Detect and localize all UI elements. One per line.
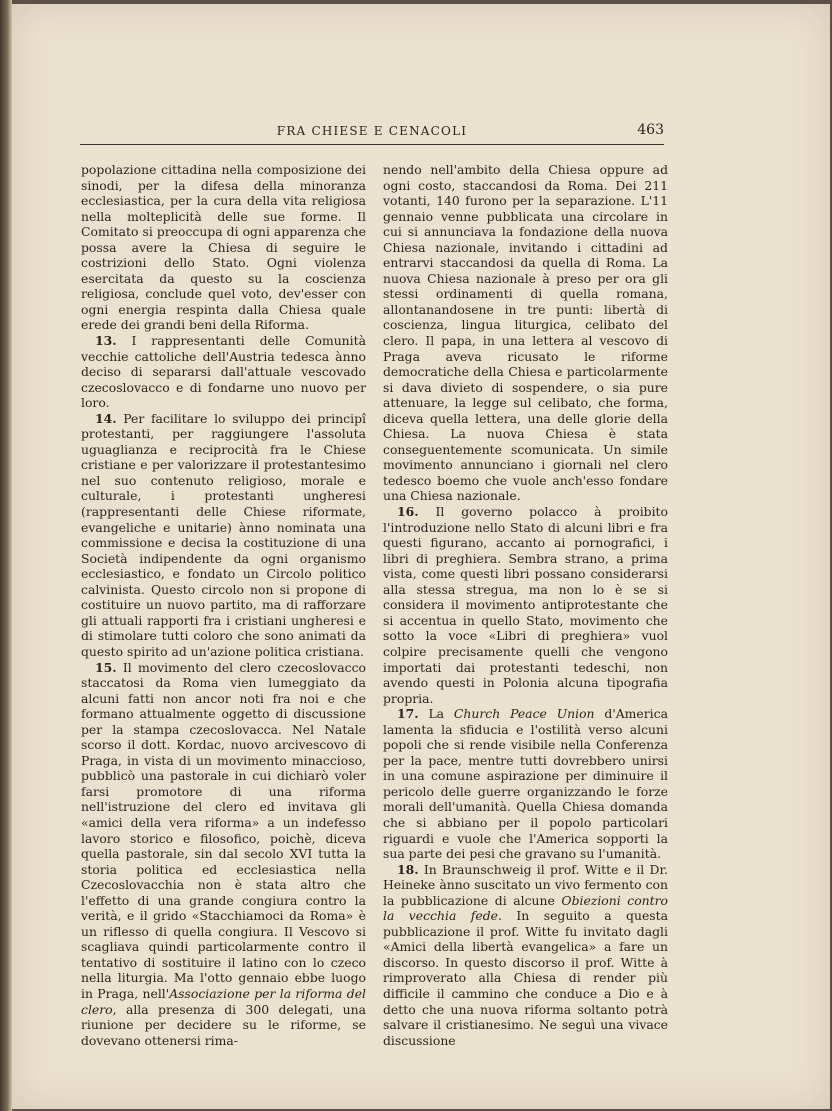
italic-title: Church Peace Union (453, 706, 595, 722)
paragraph (81, 333, 366, 411)
paragraph-text: Il movimento del clero czecoslovacco staccatosi da Roma vien lumeggiato da alcuni fatti non ancor noti fra noi e che formano attualmente oggetto di discussione per la stampa czecoslovacca. Nel Natale scorso il dott. Kordac, nuovo arcivescovo di Praga, in vista di un movimento minaccioso, pubblicò una pastorale in cui dichiarò voler farsi promotore di una riforma nell'istruzione del clero ed invitava gli «amici della vera riforma» a un indefesso lavoro storico e filosofico, poichè, diceva quella pastorale, sin dal secolo XVI tutta la storia politica ed ecclesiastica nella Czecoslovacchia non è stata altro che l'effetto di una grande congiura contro la verità, e il grido «Stacchiamoci da Roma» è un riflesso di quella congiura. Il Vescovo si scagliava quindi particolarmente contro il tentativo di sostituire il latino con lo czeco nella liturgia. Ma l'otto gennaio ebbe luogo in Praga, nell' (81, 659, 366, 1001)
book-spine-edge (0, 0, 12, 1111)
paragraph-text: In Braunschweig il prof. Witte e il Dr. Heineke ànno suscitato un vivo fermento con la pubblicazione di alcune (383, 861, 668, 908)
paragraph (383, 706, 668, 861)
paragraph (383, 862, 668, 1049)
paragraph-text: Per facilitare lo sviluppo dei principî protestanti, per raggiungere l'assoluta uguaglianza e reciprocità fra le Chiese cristiane e per valorizzare il protestantesimo nel suo contenuto religioso, morale e culturale, i protestanti ungheresi (rappresentanti delle Chiese riformate, evangeliche e unitarie) ànno nominata una commissione e decisa la costituzione di una Società indipendente da ogni organismo ecclesiastico, e fondato un Circolo politico calvinista. Questo circolo non si propone di costituire un nuovo partito, ma di rafforzare gli attuali rapporti fra i cristiani ungheresi e di stimolare tutti coloro che sono animati da questo spirito ad un'azione politica cristiana. (81, 410, 366, 659)
paragraph-text: , alla presenza di 300 delegati, una riunione per decidere su le riforme, se dovevano ottenersi rima- (81, 1001, 366, 1048)
page-number: 463 (637, 122, 664, 138)
paragraph-text: . In seguito a questa pubblicazione il prof. Witte fu invitato dagli «Amici della libertà evangelica» a fare un discorso. In questo discorso il prof. Witte à rimproverato alla Chiesa di render più difficile il cammino che conduce a Dio e à detto che una nuova riforma soltanto potrà salvare il cristianesimo. Ne seguì una vivace discussione (383, 908, 669, 1048)
paragraph (383, 162, 668, 504)
item-number: 13. (95, 333, 117, 349)
item-number: 17. (397, 706, 419, 722)
paragraph-text: popolazione cittadina nella composizione dei sinodi, per la difesa della minoranza ecclesiastica, per la cura della vita religiosa nella molteplicità delle sue forme. Il Comitato si preoccupa di ogni apparenza che possa avere la Chiesa di seguire le costrizioni dello Stato. Ogni violenza esercitata da questo su la coscienza religiosa, conclude quel voto, dev'esser con ogni energia respinta dalla Chiesa quale erede dei grandi beni della Riforma. (81, 162, 366, 333)
paragraph (81, 162, 366, 333)
item-number: 15. (95, 659, 117, 675)
paragraph-text: d'America lamenta la sfiducia e l'ostilità verso alcuni popoli che si rende visibile nella Conferenza per la pace, mentre tutti dovrebbero unirsi in una comune aspirazione per diminuire il pericolo delle guerre organizzando le forze morali dell'umanità. Quella Chiesa domanda che si abbiano per il popolo particolari riguardi e vuole che l'America sopporti la sua parte dei pesi che gravano su l'umanità. (383, 706, 668, 862)
right-text-column (383, 162, 668, 1048)
paragraph (383, 504, 668, 706)
running-head: FRA CHIESE E CENACOLI (276, 124, 468, 138)
paragraph (81, 660, 366, 1049)
italic-title: Associazione per la riforma del clero (81, 985, 366, 1017)
paragraph-text: I rappresentanti delle Comunità vecchie cattoliche dell'Austria tedesca ànno deciso di separarsi dall'attuale vescovado czecoslovacco e di fondarne uno nuovo per loro. (81, 333, 366, 411)
paragraph (81, 411, 366, 660)
paragraph-text: La (428, 706, 454, 722)
left-text-column (81, 162, 366, 1048)
page-header (80, 122, 664, 145)
italic-title: Obiezioni contro la vecchia fede (383, 892, 668, 924)
paragraph-text: nendo nell'ambito della Chiesa oppure ad ogni costo, staccandosi da Roma. Dei 211 votanti, 140 furono per la separazione. L'11 gennaio venne pubblicata una circolare in cui si annunciava la fondazione della nuova Chiesa nazionale, invitando i cittadini ad entrarvi staccandosi da quella di Roma. La nuova Chiesa nazionale à preso per ora gli stessi ordinamenti di quella romana, allontanandosene in tre punti: libertà di coscienza, lingua liturgica, celibato del clero. Il papa, in una lettera al vescovo di Praga aveva ricusato le riforme democratiche della Chiesa e particolarmente si dava divieto di sospendere, o sia pure attenuare, la legge sul celibato, che forma, diceva quella lettera, una delle glorie della Chiesa. La nuova Chiesa è stata conseguentemente scomunicata. Un simile movimento annunciano i giornali nel clero tedesco boemo che vuole anch'esso fondare una Chiesa nazionale. (383, 162, 668, 504)
paragraph-text: Il governo polacco à proibito l'introduzione nello Stato di alcuni libri e fra questi figurano, accanto ai pornografici, i libri di preghiera. Sembra strano, a prima vista, come questi libri possano considerarsi alla stessa stregua, ma non lo è se si considera il movimento antiprotestante che si accentua in quello Stato, movimento che sotto la voce «Libri di preghiera» vuol colpire precisamente quelli che vengono importati dai protestanti tedeschi, non avendo questi in Polonia alcuna tipografia propria. (383, 504, 668, 706)
item-number: 18. (397, 861, 419, 877)
item-number: 14. (95, 410, 117, 426)
item-number: 16. (397, 504, 419, 520)
